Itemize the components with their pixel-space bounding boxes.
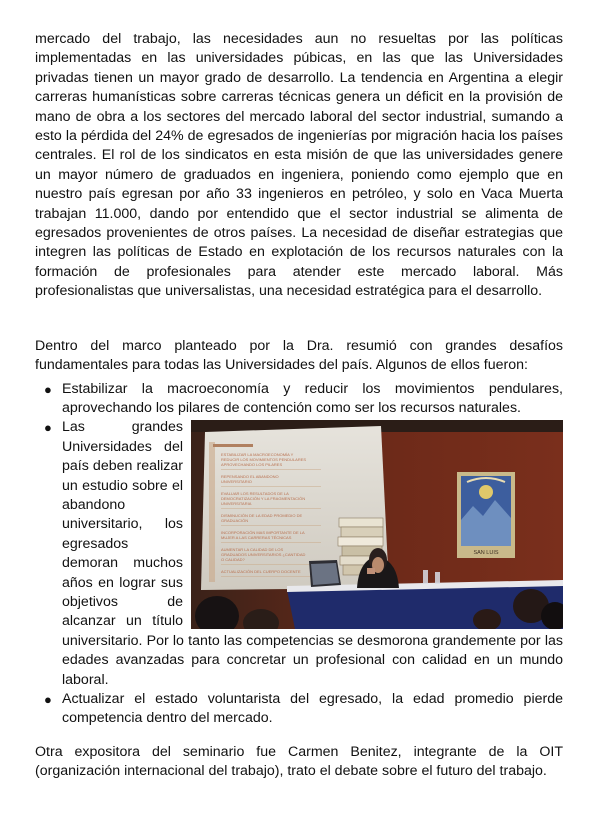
slide-item-text: INCORPORACIÓN MAS IMPORTANTE DE LA xyxy=(221,530,305,536)
list-item-text: Actualizar el estado voluntarista del egresado, la edad promedio pierde competencia dentro del mercado. xyxy=(62,691,563,727)
paragraph-1: mercado del trabajo, las necesidades aun no resueltas por las políticas implementadas en las universidades púbicas, en las que las Universidades privadas tienen un mayor grado de desarrollo. La tendencia en Argentina a elegir carreras humanísticas sobre carreras técnicas genera un déficit en la provisión de mano de obra a los sectores del mercado laboral del sector industrial, sumando a esto la pérdida del 24% de egresados de ingenierías por migración hacia los países centrales. El rol de los sindicatos en esta misión de que las universidades genere un mayor número de graduados en ingeniera, poniendo como ejemplo que en nuestro país egresan por año 33 ingenieros en petróleo, y solo en Vaca Muerta trabajan 11.000, dando por entendido que el sector industrial se alimenta de egresados provenientes de otros países. La necesidad de diseñar estrategias que integren las políticas de Estado en explotación de los recursos naturales con la formación de profesionales para atender este mercado laboral. Más profesionalistas que universalistas, una necesidad estratégica para el desarrollo. xyxy=(35,31,563,300)
slide-separator xyxy=(221,469,321,470)
banner-text: SAN LUIS xyxy=(473,550,499,557)
bullet-icon: ● xyxy=(44,381,52,397)
bullet-icon: ● xyxy=(44,420,52,436)
slide-separator xyxy=(221,525,321,526)
slide-item-text: UNIVERSITARIA xyxy=(221,501,252,507)
slide-separator xyxy=(221,508,321,509)
slide-item-text: APROVECHANDO LOS PILARES xyxy=(221,462,283,468)
document-page xyxy=(35,30,563,782)
slide-item-text: DISMINUCIÓN DE LA EDAD PROMEDIO DE xyxy=(221,513,303,519)
list-item xyxy=(35,380,563,419)
slide-item-text: REPENSANDO EL ABANDONO xyxy=(221,474,279,480)
list-item-text: Estabilizar la macroeconomía y reducir los movimientos pendulares, aprovechando los pilares de contención como ser los recursos naturales. xyxy=(62,380,563,416)
slide-item-text: EVALUAR LOS RESULTADOS DE LA xyxy=(221,491,289,497)
slide-item-text: O CALIDAD? xyxy=(221,557,245,563)
list-item-text: Las grandes Universidades del país deben realizar un estudio sobre el abandono universitario, los egresados demoran muchos años en lograr sus objetivos de alcanzar un título universitario. Por lo tanto las competencias se desmorona grandemente por las edades avanzadas para concretar un profesional con calidad en un mundo laboral. xyxy=(62,419,563,688)
slide-item-text: ACTUALIZACIÓN DEL CUERPO DOCENTE xyxy=(221,569,301,575)
seminar-photo xyxy=(191,420,563,629)
challenges-list xyxy=(35,380,563,729)
slide-separator xyxy=(221,486,321,487)
bullet-icon: ● xyxy=(44,692,52,707)
list-item xyxy=(35,418,563,690)
slide-item-text: AUMENTAR LA CALIDAD DE LOS xyxy=(221,547,284,553)
slide-item-text: MUJER A LAS CARRERAS TÉCNICAS xyxy=(221,535,292,541)
slide-separator xyxy=(221,576,321,577)
seminar-photo-image xyxy=(191,420,563,629)
paragraph-3: Otra expositora del seminario fue Carmen Benitez, integrante de la OIT (organización internacional del trabajo), trato el debate sobre el futuro del trabajo. xyxy=(35,743,563,780)
list-item xyxy=(35,690,563,729)
slide-item-text: DEMOCRATIZACIÓN Y LA FRAGMENTACIÓN xyxy=(221,496,306,502)
slide-item-text: GRADUADOS UNIVERSITARIOS ¿CANTIDAD xyxy=(221,552,306,558)
slide-item-text: ESTABILIZAR LA MACROECONOMÍA Y xyxy=(221,452,294,458)
paragraph-2: Dentro del marco planteado por la Dra. resumió con grandes desafíos fundamentales para todas las Universidades del país. Algunos de ellos fueron: xyxy=(35,337,563,374)
slide-item-text: GRADUACIÓN xyxy=(221,518,249,524)
slide-separator xyxy=(221,542,321,543)
slide-separator xyxy=(221,564,321,565)
slide-item-text: REDUCIR LOS MOVIMIENTOS PENDULARES xyxy=(221,457,307,463)
slide-item-text: UNIVERSITARIO xyxy=(221,479,252,485)
